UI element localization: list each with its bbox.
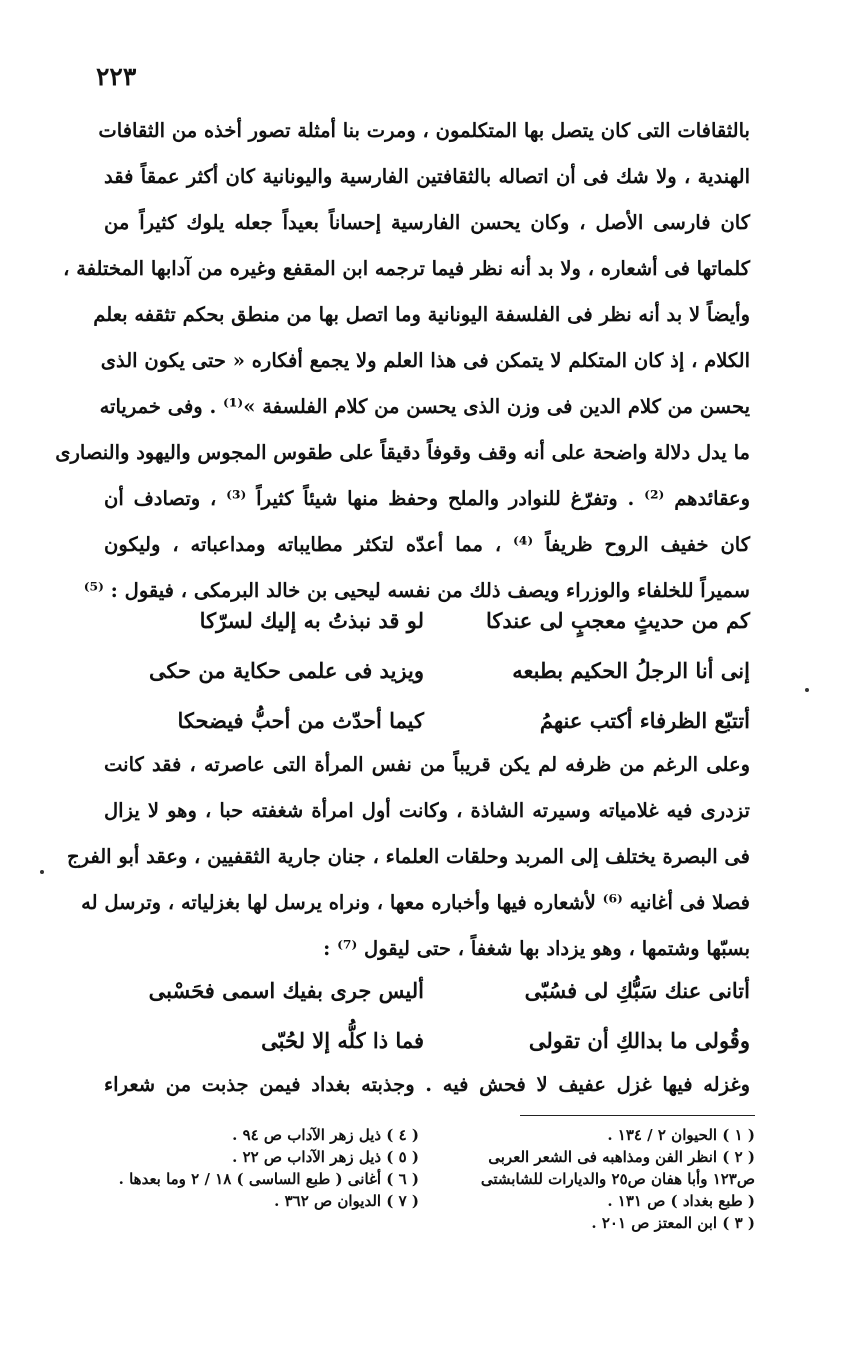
verse-line <box>104 646 750 696</box>
text-line: فى البصرة يختلف إلى المربد وحلقات العلماء ، جنان جارية الثقفيين ، وعقد أبو الفرج <box>67 845 750 868</box>
verse-first-hemistich: أتانى عنك سَبُّكِ لى فسُبّى <box>524 978 750 1003</box>
verse-line <box>104 966 750 1016</box>
text-line: كلماتها فى أشعاره ، ولا بد أنه نظر فيما ترجمه ابن المقفع وغيره من آدابها المختلفة ، <box>63 257 750 280</box>
footnotes-column-left <box>104 1124 419 1212</box>
text-line: ما يدل دلالة واضحة على أنه وقف وقوفاً دقيقاً على طقوس المجوس واليهود والنصارى <box>55 441 750 464</box>
footnote: ( ٦ ) أغانى ( طبع الساسى ) ١٨ / ٢ وما بعدها . <box>118 1170 419 1188</box>
text-line: بالثقافات التى كان يتصل بها المتكلمون ، ومرت بنا أمثلة تصور أخذه من الثقافات <box>98 119 750 142</box>
verse-line <box>104 596 750 646</box>
paragraph-2 <box>67 742 750 972</box>
verse-first-hemistich: أتتبّع الظرفاء أكتب عنهمُ <box>539 708 750 733</box>
text-line: يحسن من كلام الدين فى وزن الذى يحسن من كلام الفلسفة »⁽¹⁾ . وفى خمرياته <box>99 395 750 418</box>
poem-verses-2 <box>104 966 750 1066</box>
footnote: ( ١ ) الحيوان ٢ / ١٣٤ . <box>607 1126 755 1144</box>
footnote: ( ٤ ) ذيل زهر الآداب ص ٩٤ . <box>232 1126 419 1144</box>
paragraph-3 <box>104 1062 750 1108</box>
verse-first-hemistich: كم من حديثٍ معجبٍ لى عندكا <box>486 608 750 633</box>
text-line: وغزله فيها غزل عفيف لا فحش فيه . وجذبته بغداد فيمن جذبت من شعراء <box>104 1073 750 1096</box>
verse-line <box>104 696 750 746</box>
footnote: ( ٣ ) ابن المعتز ص ٢٠١ . <box>591 1214 755 1232</box>
verse-second-hemistich: فما ذا كلُّه إلا لحُبّى <box>261 1028 424 1053</box>
footnote: ( طبع بغداد ) ص ١٣١ . <box>607 1192 755 1210</box>
scan-speck <box>805 688 809 692</box>
text-line: وأيضاً لا بد أنه نظر فى الفلسفة اليونانية وما اتصل بها من منطق بحكم تثقفه بعلم <box>93 303 750 326</box>
text-line: سميراً للخلفاء والوزراء ويصف ذلك من نفسه ليحيى بن خالد البرمكى ، فيقول : ⁽⁵⁾ <box>83 579 750 602</box>
text-line: الهندية ، ولا شك فى أن اتصاله بالثقافتين الفارسية واليونانية كان أكثر عمقاً فقد <box>104 165 750 188</box>
footnote-divider <box>520 1115 755 1116</box>
text-line: وعقائدهم ⁽²⁾ . وتفرّغ للنوادر والملح وحفظ منها شيئاً كثيراً ⁽³⁾ ، وتصادف أن <box>104 487 750 510</box>
footnote: ( ٧ ) الديوان ص ٣٦٢ . <box>274 1192 419 1210</box>
verse-line <box>104 1016 750 1066</box>
footnote: ص١٢٣ وأبا هفان ص٢٥ والديارات للشابشتى <box>480 1170 755 1188</box>
verse-second-hemistich: ويزيد فى علمى حكاية من حكى <box>148 658 424 683</box>
paragraph-1 <box>55 108 750 614</box>
verse-second-hemistich: أليس جرى بفيك اسمى فحَسْبى <box>148 978 424 1003</box>
text-line: فصلا فى أغانيه ⁽⁶⁾ لأشعاره فيها وأخباره معها ، ونراه يرسل لها بغزلياته ، وترسل له <box>81 891 750 914</box>
poem-verses-1 <box>104 596 750 746</box>
verse-second-hemistich: لو قد نبذتُ به إليك لسرّكا <box>199 608 424 633</box>
scan-speck <box>40 870 44 874</box>
text-line: وعلى الرغم من ظرفه لم يكن قريباً من نفس المرأة التى عاصرته ، فقد كانت <box>104 753 750 776</box>
footnotes-column-right <box>440 1124 755 1234</box>
text-line: تزدرى فيه غلامياته وسيرته الشاذة ، وكانت أول امرأة شغفته حبا ، وهو لا يزال <box>104 799 750 822</box>
verse-first-hemistich: وقُولى ما بدالكِ أن تقولى <box>528 1028 750 1053</box>
text-line: كان فارسى الأصل ، وكان يحسن الفارسية إحساناً بعيداً جعله يلوك كثيراً من <box>104 211 750 234</box>
footnote: ( ٥ ) ذيل زهر الآداب ص ٢٢ . <box>232 1148 419 1166</box>
footnote: ( ٢ ) انظر الفن ومذاهبه فى الشعر العربى <box>488 1148 755 1166</box>
page-number: ٢٢٣ <box>96 62 137 91</box>
verse-second-hemistich: كيما أحدّث من أحبُّ فيضحكا <box>177 708 424 733</box>
text-line: كان خفيف الروح ظريفاً ⁽⁴⁾ ، مما أعدّه لتكثر مطايباته ومداعباته ، وليكون <box>104 533 750 556</box>
text-line: الكلام ، إذ كان المتكلم لا يتمكن فى هذا العلم ولا يجمع أفكاره « حتى يكون الذى <box>100 349 750 372</box>
text-line: بسبّها وشتمها ، وهو يزداد بها شغفاً ، حتى ليقول ⁽⁷⁾ : <box>323 937 750 960</box>
verse-first-hemistich: إنى أنا الرجلُ الحكيم بطبعه <box>512 658 750 683</box>
